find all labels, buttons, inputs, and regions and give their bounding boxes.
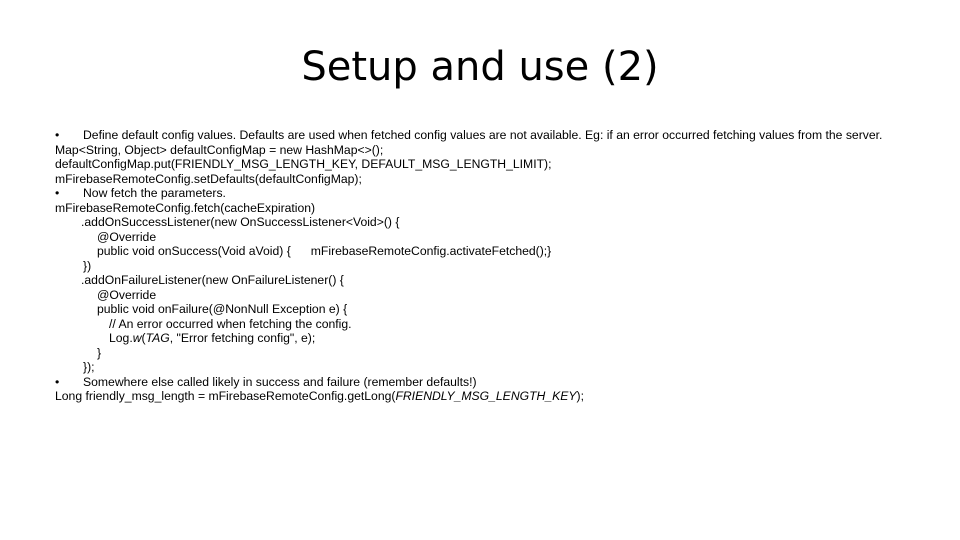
bullet-text: Somewhere else called likely in success and failure (remember defaults!) xyxy=(83,374,477,389)
bullet-text: Now fetch the parameters. xyxy=(83,186,226,200)
code-fragment: w xyxy=(132,331,142,345)
code-line xyxy=(55,389,925,404)
code-fragment: ( xyxy=(141,331,146,345)
code-fragment: ); xyxy=(576,389,584,403)
bullet-icon: • xyxy=(55,186,60,200)
bullet-fetch xyxy=(55,186,925,201)
code-fragment: Long friendly_msg_length = mFirebaseRemoteConfig.getLong( xyxy=(55,389,396,403)
code-line: mFirebaseRemoteConfig.setDefaults(defaultConfigMap); xyxy=(55,171,362,186)
bullet-icon: • xyxy=(55,128,60,142)
code-line: mFirebaseRemoteConfig.fetch(cacheExpiration) xyxy=(55,200,316,215)
slide-title: Setup and use (2) xyxy=(301,44,659,90)
code-fragment: mFirebaseRemoteConfig.activateFetched();} xyxy=(310,244,552,258)
code-fragment: FRIENDLY_MSG_LENGTH_KEY xyxy=(395,389,577,403)
code-fragment: public void onSuccess(Void aVoid) { xyxy=(97,244,291,258)
code-line: }); xyxy=(83,360,95,374)
bullet-define-defaults xyxy=(55,128,925,143)
code-line: Map<String, Object> defaultConfigMap = new HashMap<>(); xyxy=(55,142,384,157)
code-line: // An error occurred when fetching the config. xyxy=(109,316,352,331)
code-line: .addOnSuccessListener(new OnSuccessListener<Void>() { xyxy=(81,215,400,229)
code-fragment: TAG xyxy=(145,331,170,345)
bullet-text: Define default config values. Defaults are used when fetched config values are not available. Eg: if an error occurred fetching values from the server. xyxy=(83,128,883,142)
bullet-somewhere-else xyxy=(55,375,925,390)
code-line: .addOnFailureListener(new OnFailureListener() { xyxy=(81,273,344,287)
code-line: defaultConfigMap.put(FRIENDLY_MSG_LENGTH_KEY, DEFAULT_MSG_LENGTH_LIMIT); xyxy=(55,157,552,171)
slide-body xyxy=(55,128,925,404)
code-line: @Override xyxy=(97,287,157,302)
code-line: @Override xyxy=(97,229,157,244)
bullet-icon: • xyxy=(55,374,60,389)
code-line: } xyxy=(97,345,102,360)
code-line: }) xyxy=(83,258,92,273)
code-line xyxy=(55,331,925,346)
code-line xyxy=(55,244,925,259)
code-fragment: , "Error fetching config", e); xyxy=(169,331,316,345)
code-line: public void onFailure(@NonNull Exception e) { xyxy=(97,302,348,316)
code-fragment: Log. xyxy=(109,331,133,345)
